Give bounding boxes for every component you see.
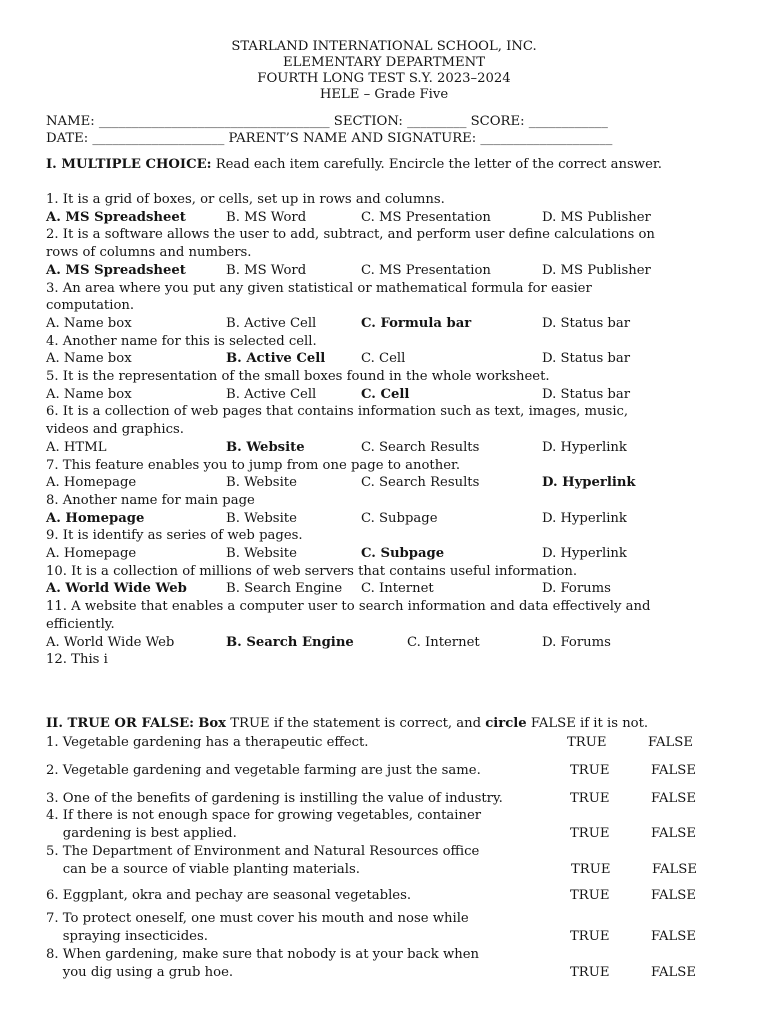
question-text: 8. Another name for main page [46,492,255,508]
part2-instruction-text-1: TRUE if the statement is correct, and [226,716,486,731]
answer-choice: D. Hyperlink [542,510,627,526]
false-option: FALSE [651,763,696,778]
statement-text: 7. To protect oneself, one must cover his mouth and nose while [46,911,469,926]
true-option: TRUE [570,964,610,980]
false-option: FALSE [651,888,696,903]
true-option: TRUE [570,825,610,841]
answer-choice: B. Active Cell [226,386,317,402]
answer-choice-correct: C. Formula bar [361,315,472,331]
answer-choice: A. Name box [46,386,132,402]
part1-heading: I. MULTIPLE CHOICE: [46,157,212,172]
true-option: TRUE [570,791,610,806]
answer-choice: C. Cell [361,351,406,367]
answer-choice: C. MS Presentation [361,209,491,225]
statement-text: 1. Vegetable gardening has a therapeutic effect. [46,735,369,750]
date-signature-line: DATE: ____________________ PARENT’S NAME AND SIGNATURE: ____________________ [46,131,613,146]
answer-choice: D. MS Publisher [542,209,651,225]
false-option: FALSE [651,791,696,806]
false-option: FALSE [652,861,697,877]
answer-choice-correct: D. Hyperlink [542,475,636,491]
answer-choice: C. Internet [361,581,434,597]
answer-choice-correct: A. MS Spreadsheet [46,209,186,225]
answer-choice: B. MS Word [226,209,307,225]
answer-choice: D. Status bar [542,351,631,367]
answer-choice: D. Forums [542,581,611,597]
question-text: 2. It is a software allows the user to add, subtract, and perform user define calculations on [46,227,655,243]
statement-text: gardening is best applied. [46,825,237,841]
part2-heading: II. TRUE OR FALSE: [46,716,195,731]
statement-text: 8. When gardening, make sure that nobody is at your back when [46,947,480,962]
answer-choice: A. Name box [46,351,132,367]
answer-choice-correct: B. Website [226,439,305,455]
answer-choice-correct: B. Search Engine [226,634,354,650]
answer-choice-correct: C. Cell [361,386,410,402]
question-text: 7. This feature enables you to jump from one page to another. [46,457,461,473]
part1-instruction-text: Read each item carefully. Encircle the letter of the correct answer. [211,157,662,172]
test-title: FOURTH LONG TEST S.Y. 2023–2024 [257,71,511,86]
answer-choice: D. Hyperlink [542,546,627,561]
answer-choice: C. MS Presentation [361,262,491,278]
question-text: 10. It is a collection of millions of web servers that contains useful information. [46,563,578,579]
true-option: TRUE [567,735,607,750]
answer-choice: B. Active Cell [226,315,317,331]
answer-choice: B. Search Engine [226,581,343,597]
true-option: TRUE [570,888,610,903]
question-text: rows of columns and numbers. [46,245,252,261]
question-text: videos and graphics. [46,422,184,438]
question-text: 9. It is identify as series of web pages. [46,528,303,544]
answer-choice: C. Search Results [361,475,480,491]
answer-choice: B. Website [226,510,297,526]
part2-instruction-text-2: FALSE if it is not. [526,716,649,731]
statement-text: 5. The Department of Environment and Natural Resources office [46,844,480,859]
question-text: 12. This i [46,652,108,668]
answer-choice: D. Status bar [542,315,631,331]
question-text: 11. A website that enables a computer user to search information and data effectively and [46,599,651,615]
answer-choice: A. Name box [46,315,132,331]
false-option: FALSE [648,735,693,750]
answer-choice-correct: A. MS Spreadsheet [46,262,186,278]
answer-choice-correct: C. Subpage [361,546,445,561]
question-text: 3. An area where you put any given statistical or mathematical formula for easier [46,280,592,296]
statement-text: spraying insecticides. [46,928,208,944]
answer-choice-correct: A. World Wide Web [46,581,187,597]
part2-instructions [46,716,648,732]
true-option: TRUE [571,861,611,877]
question-text: 1. It is a grid of boxes, or cells, set up in rows and columns. [46,192,445,207]
name-section-score-line: NAME: ___________________________________ SECTION: _________ SCORE: ____________ [46,114,608,129]
answer-choice-correct: B. Active Cell [226,351,326,367]
answer-choice: A. World Wide Web [46,634,175,650]
answer-choice: B. Website [226,475,297,491]
statement-text: 4. If there is not enough space for growing vegetables, container [46,808,482,823]
answer-choice: C. Internet [407,634,480,650]
statement-text: 6. Eggplant, okra and pechay are seasonal vegetables. [46,888,412,903]
answer-choice: B. Website [226,546,297,561]
false-option: FALSE [651,964,696,980]
true-option: TRUE [570,763,610,778]
part1-instructions [46,157,662,173]
box-word: Box [198,716,227,731]
answer-choice: A. Homepage [46,475,137,491]
answer-choice: D. Forums [542,634,611,650]
answer-choice: A. HTML [46,439,107,455]
true-option: TRUE [570,928,610,944]
answer-choice: D. Hyperlink [542,439,627,455]
false-option: FALSE [651,825,696,841]
answer-choice-correct: A. Homepage [46,510,145,526]
false-option: FALSE [651,928,696,944]
school-name: STARLAND INTERNATIONAL SCHOOL, INC. [231,39,537,54]
answer-choice: D. MS Publisher [542,262,651,278]
statement-text: you dig using a grub hoe. [46,964,234,980]
answer-choice: C. Search Results [361,439,480,455]
answer-choice: B. MS Word [226,262,307,278]
department-name: ELEMENTARY DEPARTMENT [282,55,486,70]
question-text: efficiently. [46,616,115,632]
answer-choice: C. Subpage [361,510,438,526]
question-text: 6. It is a collection of web pages that contains information such as text, images, music, [46,404,629,420]
circle-word: circle [485,716,527,731]
question-text: 5. It is the representation of the small boxes found in the whole worksheet. [46,369,550,384]
statement-text: can be a source of viable planting materials. [46,861,360,877]
answer-choice: A. Homepage [46,546,137,561]
question-text: computation. [46,298,135,314]
statement-text: 3. One of the benefits of gardening is instilling the value of industry. [46,791,503,806]
answer-choice: D. Status bar [542,386,631,402]
statement-text: 2. Vegetable gardening and vegetable farming are just the same. [46,763,481,778]
subject-title: HELE – Grade Five [319,87,449,102]
question-text: 4. Another name for this is selected cell. [46,333,317,349]
